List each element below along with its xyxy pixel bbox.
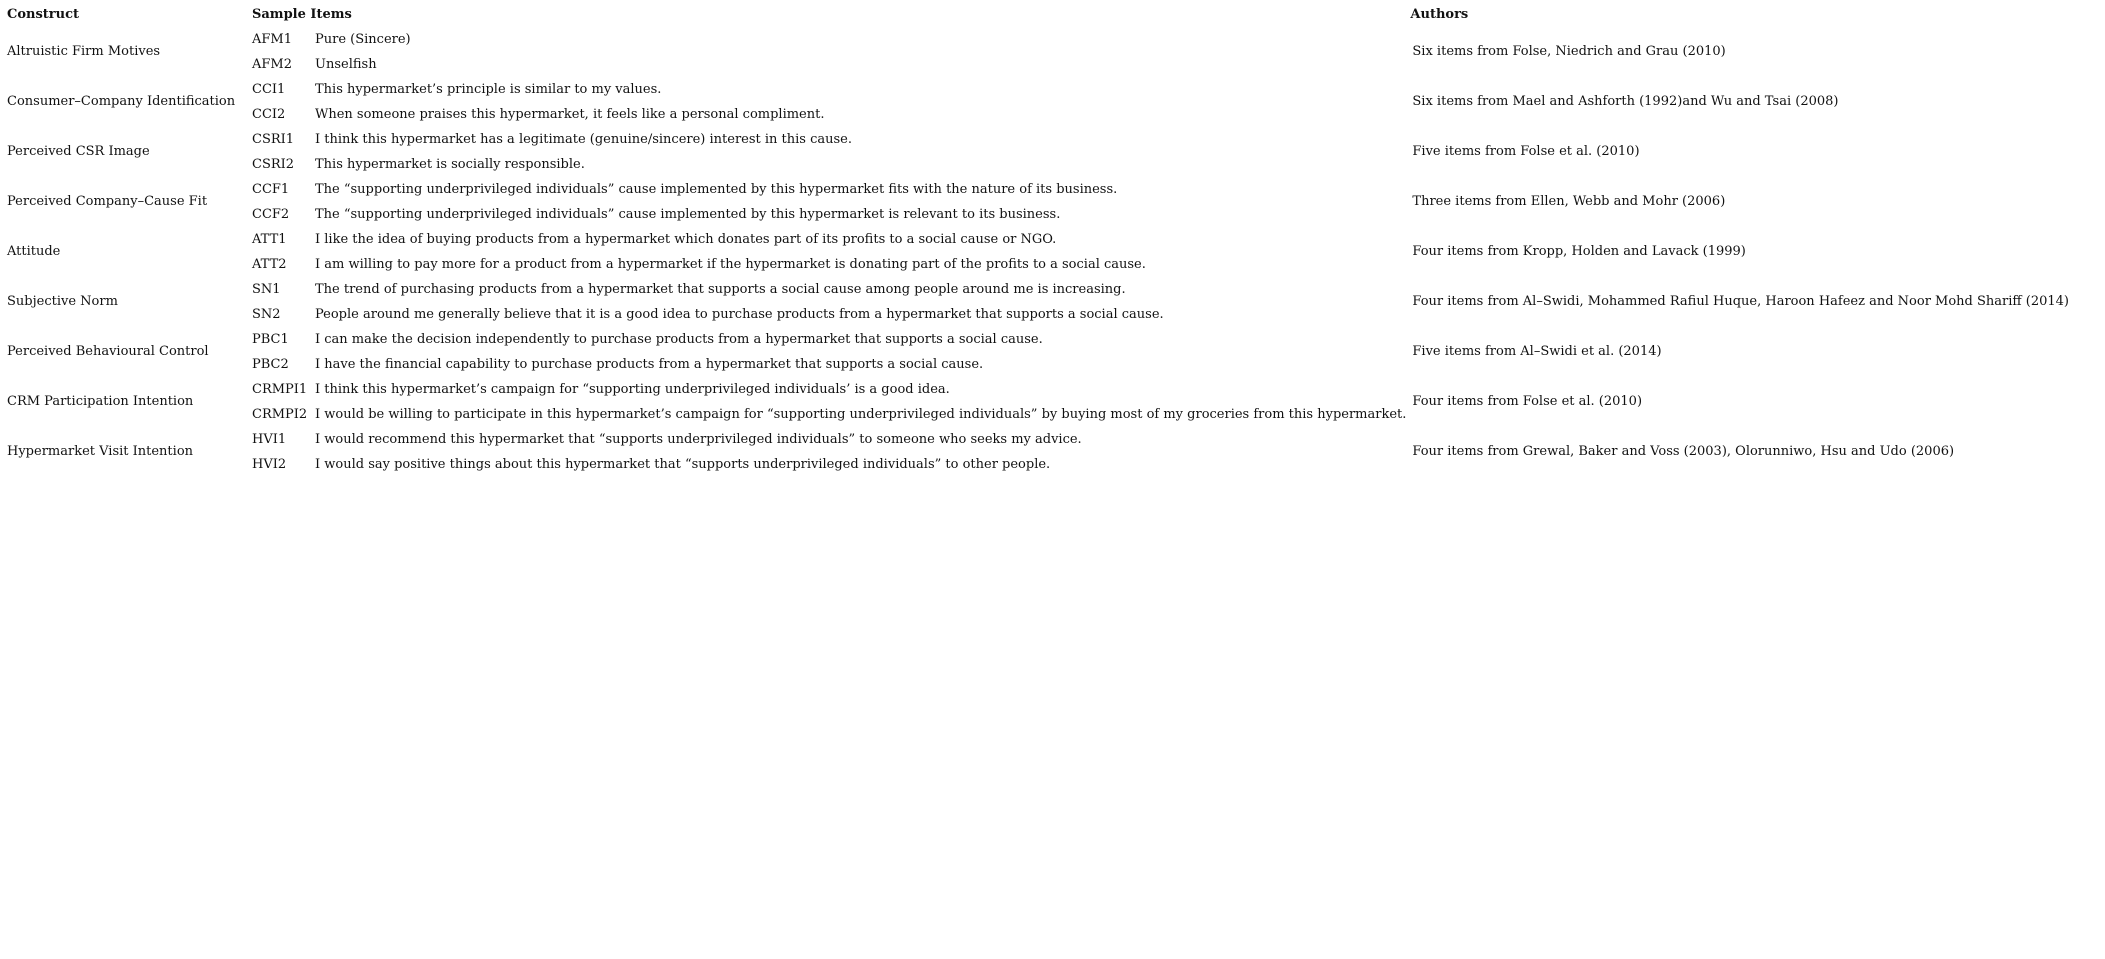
item-text: I have the financial capability to purchase products from a hypermarket that supports a social cause. (315, 356, 984, 372)
item-code: CCI2 (252, 106, 286, 122)
item-code: AFM2 (252, 56, 292, 72)
item-text: I am willing to pay more for a product from a hypermarket if the hypermarket is donating part of the profits to a social cause. (315, 256, 1146, 272)
item-code: SN2 (252, 306, 281, 322)
item-text: I think this hypermarket has a legitimate (genuine/sincere) interest in this cause. (315, 131, 853, 147)
item-code: HVI1 (252, 431, 287, 447)
table-row (7, 377, 2069, 402)
authors-cell: Four items from Folse et al. (2010) (1412, 394, 1643, 409)
authors-cell: Five items from Al–Swidi et al. (2014) (1412, 344, 1662, 359)
table-row (7, 27, 2069, 52)
item-text: Pure (Sincere) (315, 31, 411, 47)
construct-cell: Perceived Behavioural Control (7, 344, 209, 359)
item-code: CSRI1 (252, 131, 295, 147)
item-text: The “supporting underprivileged individuals” cause implemented by this hypermarket is relevant to its business. (315, 206, 1061, 222)
item-text: I would say positive things about this hypermarket that “supports underprivileged individuals” to other people. (315, 456, 1051, 472)
authors-cell: Three items from Ellen, Webb and Mohr (2006) (1412, 194, 1726, 209)
item-text: I would recommend this hypermarket that “supports underprivileged individuals” to someone who seeks my advice. (315, 431, 1082, 447)
table-row (7, 77, 2069, 102)
table-row (7, 227, 2069, 252)
item-code: CCI1 (252, 81, 286, 97)
table-row (7, 277, 2069, 302)
item-text: I can make the decision independently to purchase products from a hypermarket that supports a social cause. (315, 331, 1043, 347)
item-text: When someone praises this hypermarket, it feels like a personal compliment. (315, 106, 825, 122)
construct-cell: CRM Participation Intention (7, 394, 194, 409)
item-code: SN1 (252, 281, 281, 297)
authors-cell: Six items from Folse, Niedrich and Grau (2010) (1412, 44, 1726, 59)
construct-cell: Consumer–Company Identification (7, 94, 236, 109)
construct-cell: Perceived Company–Cause Fit (7, 194, 208, 209)
table-row (7, 127, 2069, 152)
item-code: CCF1 (252, 181, 290, 197)
item-code: CCF2 (252, 206, 290, 222)
item-text: I would be willing to participate in this hypermarket’s campaign for “supporting underprivileged individuals” by buying most of my groceries from this hypermarket. (315, 406, 1407, 422)
item-code: ATT1 (252, 231, 287, 247)
header-authors: Authors (1410, 7, 1469, 22)
construct-cell: Subjective Norm (7, 294, 118, 309)
constructs-table (7, 7, 2069, 477)
item-code: PBC2 (252, 356, 289, 372)
item-text: This hypermarket’s principle is similar to my values. (315, 81, 662, 97)
item-code: HVI2 (252, 456, 287, 472)
construct-cell: Attitude (7, 244, 61, 259)
authors-cell: Five items from Folse et al. (2010) (1412, 144, 1640, 159)
construct-cell: Altruistic Firm Motives (7, 44, 161, 59)
authors-cell: Four items from Kropp, Holden and Lavack (1999) (1412, 244, 1746, 259)
header-row (7, 7, 2069, 27)
item-code: AFM1 (252, 31, 292, 47)
item-code: CRMPI2 (252, 406, 308, 422)
item-text: I like the idea of buying products from a hypermarket which donates part of its profits to a social cause or NGO. (315, 231, 1057, 247)
table-container (7, 7, 2069, 477)
authors-cell: Six items from Mael and Ashforth (1992)and Wu and Tsai (2008) (1412, 94, 1839, 109)
item-code: CSRI2 (252, 156, 295, 172)
header-construct: Construct (7, 7, 80, 22)
construct-cell: Perceived CSR Image (7, 144, 150, 159)
table-row (7, 177, 2069, 202)
item-text: People around me generally believe that it is a good idea to purchase products from a hypermarket that supports a social cause. (315, 306, 1164, 322)
item-text: Unselfish (315, 56, 377, 72)
item-text: I think this hypermarket’s campaign for “supporting underprivileged individuals’ is a good idea. (315, 381, 950, 397)
table-row (7, 427, 2069, 452)
item-code: ATT2 (252, 256, 287, 272)
construct-cell: Hypermarket Visit Intention (7, 444, 194, 459)
authors-cell: Four items from Al–Swidi, Mohammed Rafiul Huque, Haroon Hafeez and Noor Mohd Shariff (2014) (1412, 294, 2069, 309)
authors-cell: Four items from Grewal, Baker and Voss (2003), Olorunniwo, Hsu and Udo (2006) (1412, 444, 1955, 459)
item-code: CRMPI1 (252, 381, 308, 397)
item-text: The “supporting underprivileged individuals” cause implemented by this hypermarket fits with the nature of its business. (315, 181, 1118, 197)
item-text: This hypermarket is socially responsible. (315, 156, 585, 172)
item-code: PBC1 (252, 331, 289, 347)
item-text: The trend of purchasing products from a hypermarket that supports a social cause among people around me is increasing. (315, 281, 1126, 297)
header-sample-items: Sample Items (252, 7, 352, 22)
table-row (7, 327, 2069, 352)
